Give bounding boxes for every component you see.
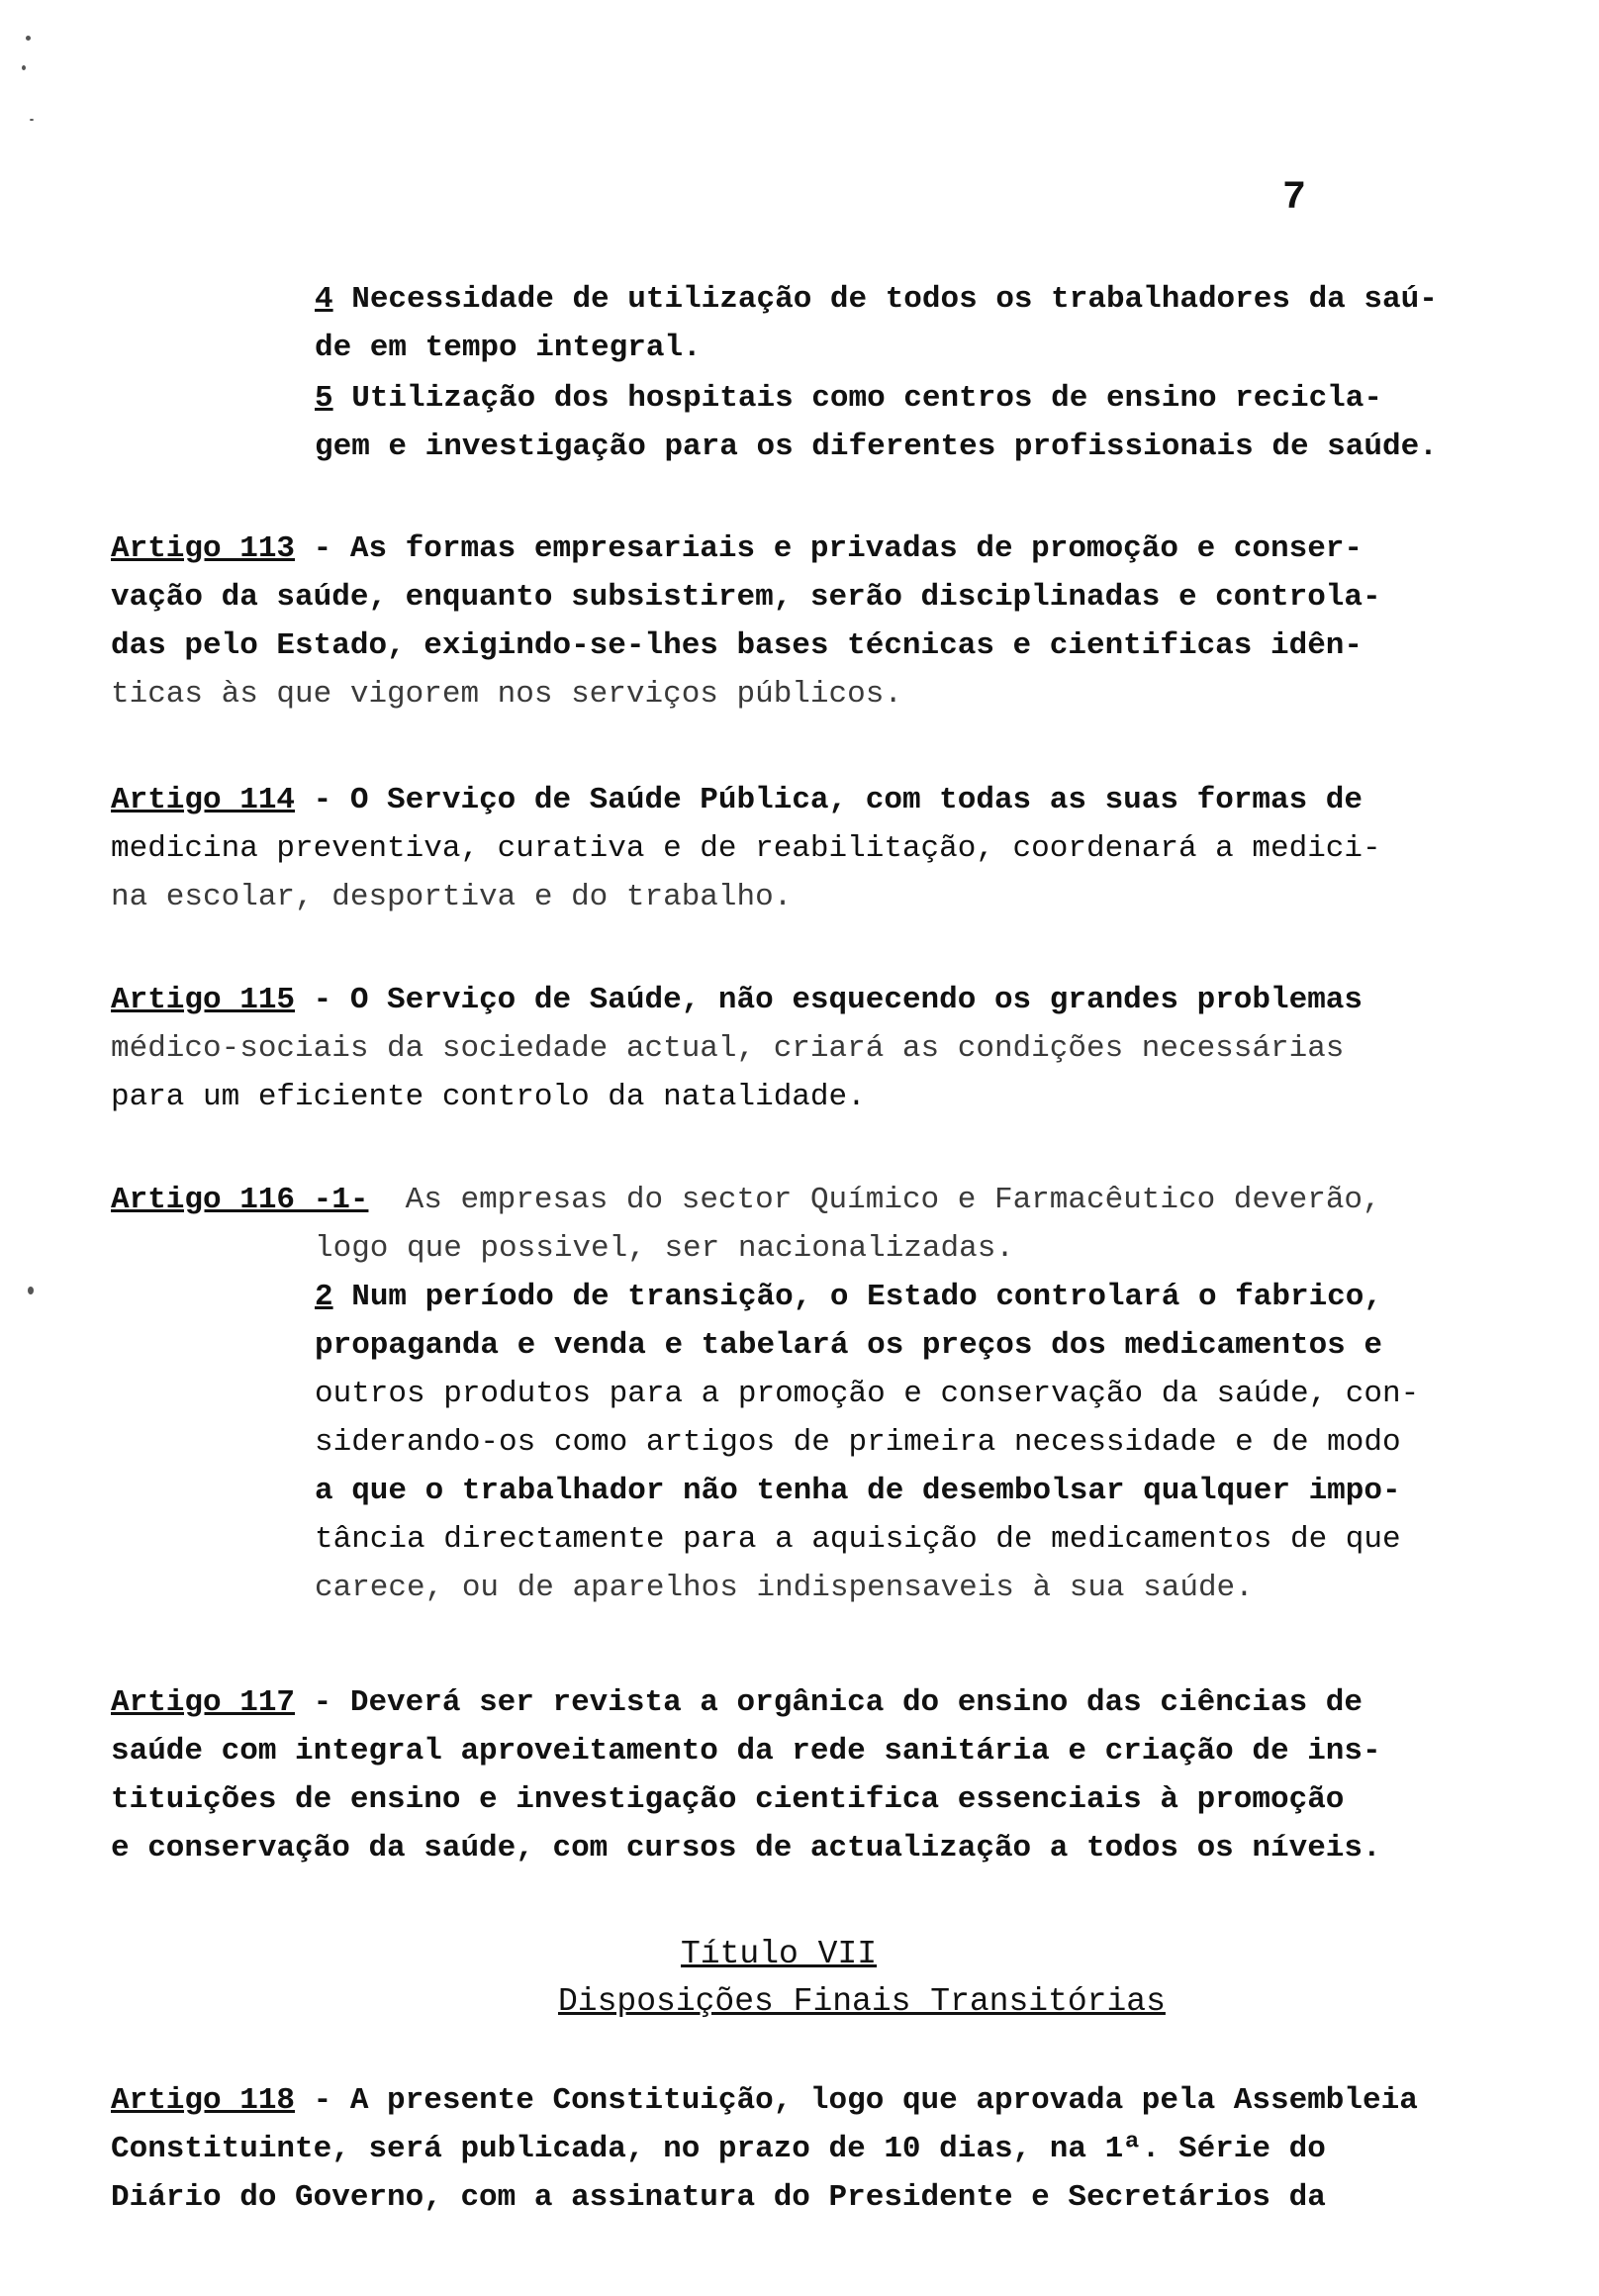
article-text-line: na escolar, desportiva e do trabalho.: [111, 880, 793, 914]
article-text-line: tância directamente para a aquisição de medicamentos de que: [315, 1522, 1401, 1557]
item-number: 5: [315, 381, 333, 416]
article-116: [111, 1176, 1381, 1224]
article-text-line: vação da saúde, enquanto subsistirem, serão disciplinadas e controla-: [111, 580, 1381, 615]
page-number: 7: [1282, 176, 1307, 221]
article-text-line: Constituinte, será publicada, no prazo de 10 dias, na 1ª. Série do: [111, 2132, 1326, 2166]
article-118: [111, 2076, 1418, 2222]
article-text-line: ticas às que vigorem nos serviços públicos.: [111, 677, 902, 712]
article-text-line: medicina preventiva, curativa e de reabilitação, coordenará a medici-: [111, 831, 1381, 866]
article-text-line: e conservação da saúde, com cursos de actualização a todos os níveis.: [111, 1831, 1381, 1866]
article-label: Artigo 115: [111, 983, 296, 1017]
item-text-line: de em tempo integral.: [315, 331, 702, 365]
scan-speck: [22, 65, 26, 70]
article-text-line: médico-sociais da sociedade actual, criará as condições necessárias: [111, 1031, 1345, 1066]
section-subtitle: Disposições Finais Transitórias: [558, 1983, 1166, 2020]
article-text-line: - A presente Constituição, logo que aprovada pela Assembleia: [313, 2083, 1418, 2118]
article-text-line: outros produtos para a promoção e conservação da saúde, con-: [315, 1377, 1420, 1411]
section-title: Título VII: [681, 1936, 878, 1972]
article-text-line: a que o trabalhador não tenha de desembolsar qualquer impo-: [315, 1474, 1401, 1508]
article-text-line: As empresas do sector Químico e Farmacêutico deverão,: [405, 1183, 1381, 1217]
article-text-line: propaganda e venda e tabelará os preços dos medicamentos e: [315, 1328, 1382, 1363]
article-116-body: [315, 1224, 1419, 1612]
article-label: Artigo 118: [111, 2083, 296, 2118]
article-text-line: das pelo Estado, exigindo-se-lhes bases técnicas e cientificas idên-: [111, 628, 1364, 663]
item-text-line: gem e investigação para os diferentes profissionais de saúde.: [315, 430, 1438, 464]
item-text-line: Utilização dos hospitais como centros de ensino recicla-: [351, 381, 1382, 416]
article-text-line: - O Serviço de Saúde, não esquecendo os grandes problemas: [313, 983, 1364, 1017]
article-text-line: saúde com integral aproveitamento da rede sanitária e criação de ins-: [111, 1734, 1381, 1769]
article-text-line: - As formas empresariais e privadas de promoção e conser-: [313, 531, 1364, 566]
article-label: Artigo 113: [111, 531, 296, 566]
article-label: Artigo 114: [111, 783, 296, 817]
article-113: [111, 525, 1381, 718]
article-text-line: tituições de ensino e investigação cientifica essenciais à promoção: [111, 1782, 1345, 1817]
article-text-line: siderando-os como artigos de primeira necessidade e de modo: [315, 1425, 1401, 1460]
item-5: [315, 374, 1438, 471]
article-text-line: - Deverá ser revista a orgânica do ensino das ciências de: [313, 1685, 1364, 1720]
article-text-line: - O Serviço de Saúde Pública, com todas as suas formas de: [313, 783, 1364, 817]
item-4: [315, 275, 1438, 372]
article-115: [111, 976, 1363, 1121]
article-text-line: logo que possivel, ser nacionalizadas.: [315, 1231, 1014, 1266]
article-label: Artigo 117: [111, 1685, 296, 1720]
item-number: 4: [315, 282, 333, 317]
article-text-line: Num período de transição, o Estado controlará o fabrico,: [351, 1280, 1382, 1314]
article-text-line: Diário do Governo, com a assinatura do Presidente e Secretários da: [111, 2180, 1326, 2215]
article-114: [111, 776, 1381, 921]
scan-speck: [26, 36, 31, 41]
item-text-line: Necessidade de utilização de todos os trabalhadores da saú-: [351, 282, 1438, 317]
article-label: Artigo 116 -1-: [111, 1183, 369, 1217]
scan-speck: [28, 1287, 34, 1294]
article-text-line: carece, ou de aparelhos indispensaveis à sua saúde.: [315, 1571, 1254, 1605]
article-text-line: para um eficiente controlo da natalidade.: [111, 1080, 866, 1114]
scan-speck: [30, 119, 34, 121]
article-117: [111, 1678, 1381, 1872]
item-number: 2: [315, 1280, 333, 1314]
